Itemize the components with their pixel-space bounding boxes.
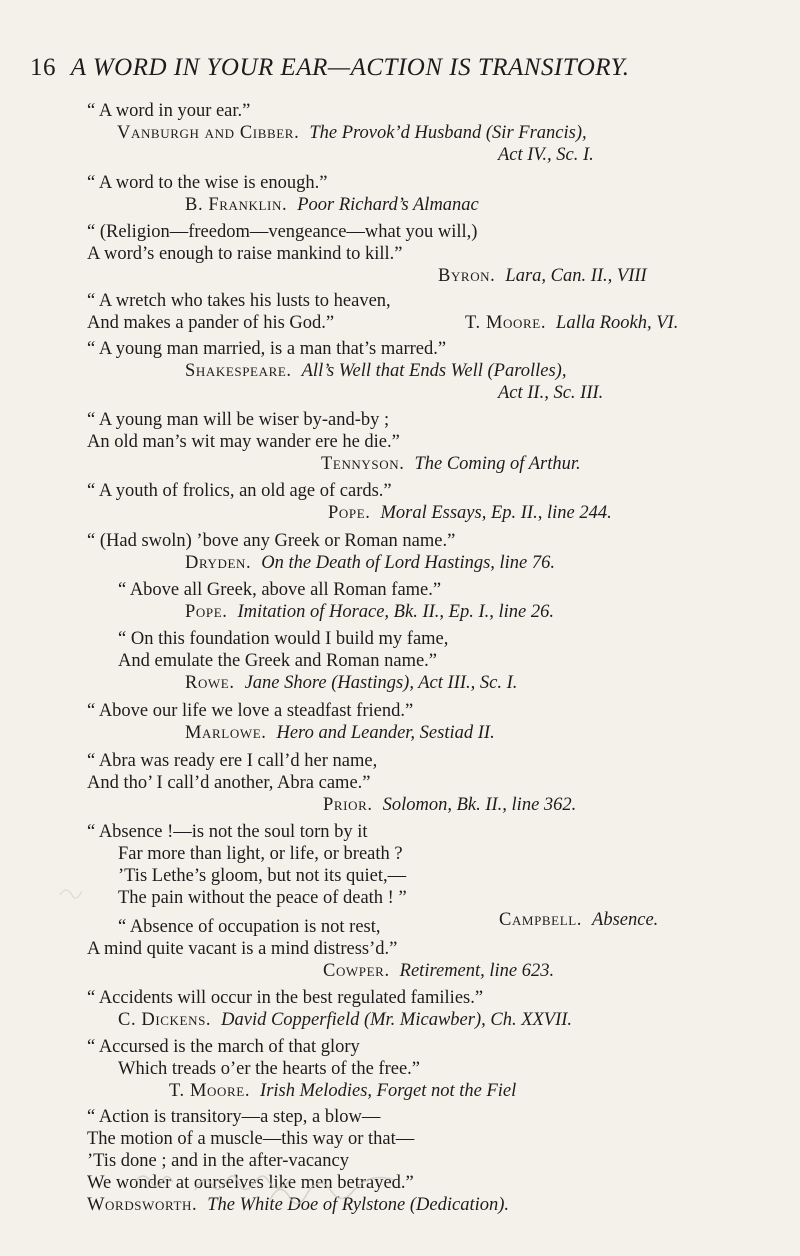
quotation-line: “ Absence !—is not the soul torn by it (87, 822, 368, 842)
author-name: Pope. (185, 602, 228, 622)
work-title: Hero and Leander, Sestiad II. (276, 723, 495, 743)
work-title: Jane Shore (Hastings), Act III., Sc. I. (244, 673, 518, 693)
author-name: Tennyson. (321, 454, 405, 474)
quotation-line: “ Above all Greek, above all Roman fame.” (118, 580, 442, 600)
work-title: Poor Richard’s Almanac (297, 195, 479, 215)
author-name: B. Franklin. (185, 195, 288, 215)
quotation-line: The motion of a muscle—this way or that— (87, 1129, 415, 1149)
work-title: Moral Essays, Ep. II., line 244. (380, 503, 612, 523)
work-title: On the Death of Lord Hastings, line 76. (261, 553, 556, 573)
quotation-line: “ A young man married, is a man that’s marred.” (87, 339, 447, 359)
quotation-line: “ (Had swoln) ’bove any Greek or Roman name.” (87, 531, 456, 551)
quotation-line: “ Abra was ready ere I call’d her name, (87, 751, 378, 771)
work-reference-continued: Act II., Sc. III. (498, 383, 604, 403)
running-title: A WORD IN YOUR EAR—ACTION IS TRANSITORY. (70, 54, 630, 81)
work-title: Lalla Rookh, VI. (556, 313, 679, 333)
quotation-line: “ Action is transitory—a step, a blow— (87, 1107, 381, 1127)
work-title: The Provok’d Husband (Sir Francis), (309, 123, 587, 143)
work-title: Solomon, Bk. II., line 362. (382, 795, 577, 815)
work-reference-continued: Act IV., Sc. I. (498, 145, 594, 165)
author-name: T. Moore. (465, 313, 547, 333)
quotation-line: A word’s enough to raise mankind to kill.” (87, 244, 403, 264)
quotation-line: An old man’s wit may wander ere he die.” (87, 432, 400, 452)
author-name: Rowe. (185, 673, 235, 693)
work-title: Irish Melodies, Forget not the Fiel (260, 1081, 517, 1101)
work-title: The White Doe of Rylstone (Dedication). (207, 1195, 510, 1215)
quotation-line: ’Tis Lethe’s gloom, but not its quiet,— (118, 866, 407, 886)
author-name: C. Dickens. (118, 1010, 212, 1030)
author-name: Cowper. (323, 961, 390, 981)
quotation-line: Far more than light, or life, or breath ? (118, 844, 403, 864)
quotation-line: “ (Religion—freedom—vengeance—what you will,) (87, 222, 478, 242)
quotation-line: “ A word in your ear.” (87, 101, 251, 121)
quotation-line: A mind quite vacant is a mind distress’d.” (87, 939, 398, 959)
quotation-line: “ A young man will be wiser by-and-by ; (87, 410, 390, 430)
quotation-line: “ On this foundation would I build my fame, (118, 629, 449, 649)
author-name: Byron. (438, 266, 496, 286)
quotation-line: ’Tis done ; and in the after-vacancy (87, 1151, 349, 1171)
author-name: Vanburgh and Cibber. (117, 123, 300, 143)
quotation-line: The pain without the peace of death ! ” (118, 888, 407, 908)
quotation-line: “ Above our life we love a steadfast friend.” (87, 701, 414, 721)
author-name: Marlowe. (185, 723, 267, 743)
quotation-line: “ A wretch who takes his lusts to heaven, (87, 291, 391, 311)
author-name: Prior. (323, 795, 373, 815)
work-title: Imitation of Horace, Bk. II., Ep. I., line 26. (237, 602, 554, 622)
author-name: Pope. (328, 503, 371, 523)
quotation-line: “ A word to the wise is enough.” (87, 173, 328, 193)
author-name: Shakespeare. (185, 361, 292, 381)
work-title: Lara, Can. II., VIII (505, 266, 647, 286)
page-number: 16 (30, 54, 56, 81)
author-name: Campbell. (499, 910, 583, 930)
quotation-line: And makes a pander of his God.” (87, 313, 335, 333)
work-title: Retirement, line 623. (399, 961, 555, 981)
work-title: David Copperfield (Mr. Micawber), Ch. XXVII. (221, 1010, 573, 1030)
quotation-line: “ Accursed is the march of that glory (87, 1037, 360, 1057)
author-name: T. Moore. (169, 1081, 251, 1101)
quotation-line: “ Accidents will occur in the best regulated families.” (87, 988, 484, 1008)
quotation-line: And emulate the Greek and Roman name.” (118, 651, 438, 671)
quotation-line: “ Absence of occupation is not rest, (118, 917, 381, 937)
quotation-line: We wonder at ourselves like men betrayed.” (87, 1173, 414, 1193)
author-name: Dryden. (185, 553, 252, 573)
work-title: The Coming of Arthur. (414, 454, 581, 474)
author-name: Wordsworth. (87, 1195, 198, 1215)
quotation-line: And tho’ I call’d another, Abra came.” (87, 773, 371, 793)
work-title: All’s Well that Ends Well (Parolles), (301, 361, 567, 381)
quotation-line: Which treads o’er the hearts of the free.” (118, 1059, 421, 1079)
quotation-line: “ A youth of frolics, an old age of cards.” (87, 481, 392, 501)
work-title: Absence. (592, 910, 659, 930)
